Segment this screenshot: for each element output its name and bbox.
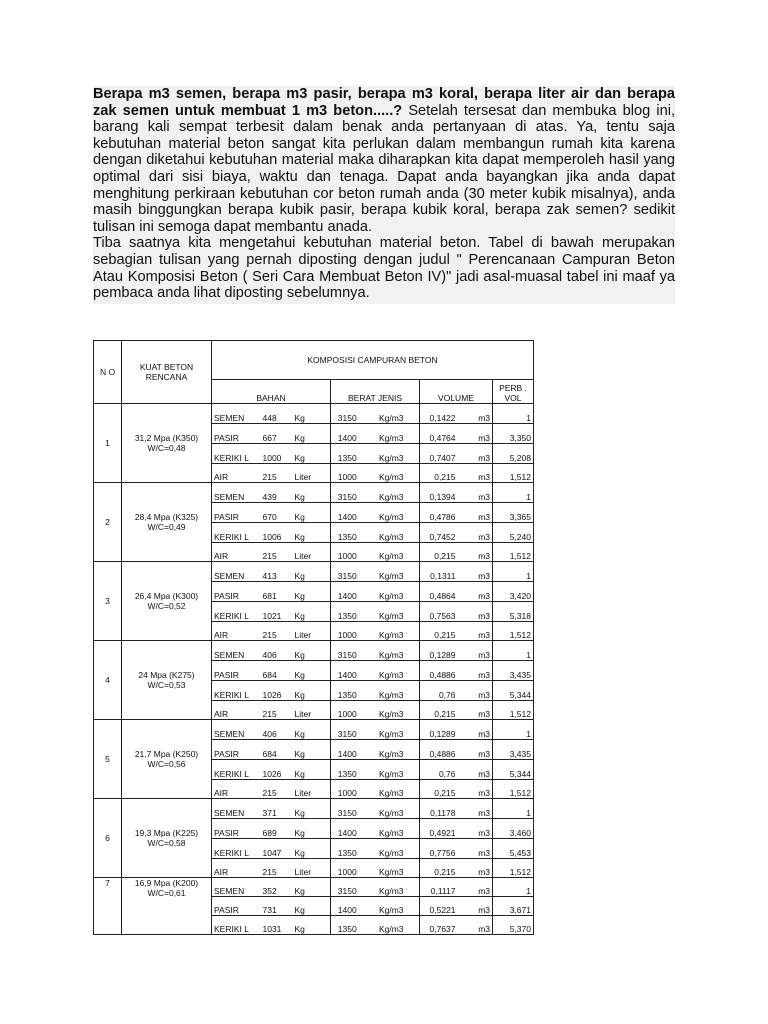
volume-unit: m3	[458, 424, 493, 444]
material-name: PASIR	[212, 503, 261, 523]
material-unit: Kg	[293, 878, 331, 897]
volume-value: 0,1289	[420, 720, 458, 740]
volume-value: 0,1422	[420, 404, 458, 424]
volume-ratio: 3,435	[493, 740, 534, 760]
material-name: SEMEN	[212, 720, 261, 740]
specific-gravity-unit: Kg/m3	[364, 464, 420, 483]
specific-gravity-unit: Kg/m3	[364, 897, 420, 916]
material-quantity: 1026	[261, 760, 293, 780]
volume-unit: m3	[458, 839, 493, 859]
volume-value: 0,7452	[420, 523, 458, 543]
row-number: 3	[94, 562, 122, 641]
material-name: AIR	[212, 622, 261, 641]
specific-gravity-unit: Kg/m3	[364, 681, 420, 701]
volume-value: 0,76	[420, 760, 458, 780]
material-quantity: 215	[261, 543, 293, 562]
volume-ratio: 1,512	[493, 622, 534, 641]
material-quantity: 689	[261, 819, 293, 839]
material-unit: Kg	[293, 839, 331, 859]
table-row	[94, 562, 534, 582]
material-quantity: 681	[261, 582, 293, 602]
material-name: KERIKI L	[212, 839, 261, 859]
row-number: 7	[94, 878, 122, 935]
volume-value: 0,4886	[420, 661, 458, 681]
volume-unit: m3	[458, 760, 493, 780]
volume-ratio: 1	[493, 483, 534, 503]
volume-value: 0,7637	[420, 916, 458, 935]
material-quantity: 667	[261, 424, 293, 444]
material-quantity: 215	[261, 780, 293, 799]
volume-unit: m3	[458, 878, 493, 897]
specific-gravity: 3150	[331, 799, 364, 819]
material-unit: Liter	[293, 701, 331, 720]
specific-gravity-unit: Kg/m3	[364, 740, 420, 760]
specific-gravity-unit: Kg/m3	[364, 543, 420, 562]
specific-gravity-unit: Kg/m3	[364, 878, 420, 897]
volume-value: 0,4764	[420, 424, 458, 444]
specific-gravity: 3150	[331, 720, 364, 740]
specific-gravity-unit: Kg/m3	[364, 622, 420, 641]
header-komposisi: KOMPOSISI CAMPURAN BETON	[212, 341, 534, 380]
header-perb-vol: PERB . VOL	[493, 380, 534, 404]
volume-unit: m3	[458, 404, 493, 424]
strength-cell	[122, 878, 212, 935]
volume-unit: m3	[458, 602, 493, 622]
volume-value: 0,1289	[420, 641, 458, 661]
volume-ratio: 3,671	[493, 897, 534, 916]
specific-gravity: 1400	[331, 582, 364, 602]
volume-value: 0,4921	[420, 819, 458, 839]
volume-unit: m3	[458, 681, 493, 701]
strength-value: 19,3 Mpa (K225)	[134, 828, 199, 838]
material-quantity: 215	[261, 701, 293, 720]
volume-unit: m3	[458, 740, 493, 760]
specific-gravity: 1000	[331, 859, 364, 878]
volume-value: 0,215	[420, 701, 458, 720]
material-name: PASIR	[212, 740, 261, 760]
specific-gravity-unit: Kg/m3	[364, 916, 420, 935]
volume-ratio: 3,420	[493, 582, 534, 602]
material-quantity: 413	[261, 562, 293, 582]
volume-value: 0,4786	[420, 503, 458, 523]
material-unit: Kg	[293, 483, 331, 503]
specific-gravity-unit: Kg/m3	[364, 780, 420, 799]
volume-value: 0,215	[420, 464, 458, 483]
specific-gravity: 3150	[331, 483, 364, 503]
material-quantity: 371	[261, 799, 293, 819]
material-unit: Kg	[293, 602, 331, 622]
volume-value: 0,215	[420, 859, 458, 878]
material-name: SEMEN	[212, 799, 261, 819]
strength-cell	[122, 641, 212, 720]
strength-cell	[122, 404, 212, 483]
material-unit: Kg	[293, 760, 331, 780]
volume-ratio: 5,318	[493, 602, 534, 622]
volume-unit: m3	[458, 701, 493, 720]
specific-gravity: 1400	[331, 897, 364, 916]
volume-ratio: 1,512	[493, 780, 534, 799]
strength-value: 26,4 Mpa (K300)	[134, 591, 199, 601]
material-unit: Kg	[293, 799, 331, 819]
material-name: SEMEN	[212, 404, 261, 424]
material-unit: Kg	[293, 661, 331, 681]
material-name: AIR	[212, 701, 261, 720]
row-number: 5	[94, 720, 122, 799]
volume-ratio: 3,350	[493, 424, 534, 444]
specific-gravity: 1400	[331, 740, 364, 760]
table-row	[94, 799, 534, 819]
material-unit: Kg	[293, 523, 331, 543]
volume-unit: m3	[458, 780, 493, 799]
volume-value: 0,76	[420, 681, 458, 701]
strength-cell	[122, 483, 212, 562]
material-quantity: 670	[261, 503, 293, 523]
volume-unit: m3	[458, 819, 493, 839]
water-cement-ratio: W/C=0,53	[147, 680, 186, 690]
material-unit: Liter	[293, 780, 331, 799]
volume-ratio: 1	[493, 878, 534, 897]
header-no: N O	[94, 341, 122, 404]
volume-ratio: 1	[493, 799, 534, 819]
material-unit: Kg	[293, 582, 331, 602]
table-row	[94, 720, 534, 740]
material-unit: Kg	[293, 819, 331, 839]
material-unit: Liter	[293, 464, 331, 483]
material-name: PASIR	[212, 661, 261, 681]
material-unit: Kg	[293, 740, 331, 760]
volume-unit: m3	[458, 523, 493, 543]
specific-gravity-unit: Kg/m3	[364, 503, 420, 523]
material-name: AIR	[212, 543, 261, 562]
volume-value: 0,7756	[420, 839, 458, 859]
volume-unit: m3	[458, 622, 493, 641]
water-cement-ratio: W/C=0,56	[147, 759, 186, 769]
water-cement-ratio: W/C=0,58	[147, 838, 186, 848]
material-name: KERIKI L	[212, 760, 261, 780]
material-unit: Kg	[293, 404, 331, 424]
volume-ratio: 1,512	[493, 859, 534, 878]
material-name: SEMEN	[212, 878, 261, 897]
material-unit: Kg	[293, 424, 331, 444]
specific-gravity: 1350	[331, 444, 364, 464]
volume-unit: m3	[458, 503, 493, 523]
specific-gravity: 1000	[331, 464, 364, 483]
material-quantity: 448	[261, 404, 293, 424]
material-name: AIR	[212, 780, 261, 799]
specific-gravity: 1350	[331, 681, 364, 701]
material-name: KERIKI L	[212, 681, 261, 701]
material-unit: Kg	[293, 562, 331, 582]
volume-unit: m3	[458, 483, 493, 503]
material-quantity: 215	[261, 464, 293, 483]
header-row-1	[94, 341, 534, 380]
water-cement-ratio: W/C=0,49	[147, 522, 186, 532]
volume-value: 0,215	[420, 543, 458, 562]
material-name: AIR	[212, 464, 261, 483]
volume-value: 0,7563	[420, 602, 458, 622]
material-unit: Liter	[293, 859, 331, 878]
volume-value: 0,1394	[420, 483, 458, 503]
row-number: 1	[94, 404, 122, 483]
material-unit: Kg	[293, 897, 331, 916]
volume-ratio: 1	[493, 562, 534, 582]
specific-gravity-unit: Kg/m3	[364, 839, 420, 859]
specific-gravity: 3150	[331, 641, 364, 661]
specific-gravity-unit: Kg/m3	[364, 483, 420, 503]
water-cement-ratio: W/C=0,61	[147, 888, 186, 898]
intro-paragraph-2: Tiba saatnya kita mengetahui kebutuhan material beton. Tabel di bawah merupakan sebagian tulisan yang pernah diposting dengan judul " Perencanaan Campuran Beton Atau Komposisi Beton ( Seri Cara Membuat Beton IV)" jadi asal-muasal tabel ini maaf ya pembaca anda lihat diposting sebelumnya.	[93, 235, 675, 302]
specific-gravity-unit: Kg/m3	[364, 523, 420, 543]
specific-gravity-unit: Kg/m3	[364, 799, 420, 819]
specific-gravity-unit: Kg/m3	[364, 424, 420, 444]
header-volume: VOLUME	[420, 380, 493, 404]
volume-unit: m3	[458, 916, 493, 935]
strength-value: 21,7 Mpa (K250)	[134, 749, 199, 759]
material-name: SEMEN	[212, 562, 261, 582]
strength-value: 28,4 Mpa (K325)	[134, 512, 199, 522]
material-quantity: 439	[261, 483, 293, 503]
material-name: PASIR	[212, 819, 261, 839]
material-quantity: 406	[261, 720, 293, 740]
material-quantity: 215	[261, 859, 293, 878]
header-berat-jenis: BERAT JENIS	[331, 380, 420, 404]
material-quantity: 1006	[261, 523, 293, 543]
specific-gravity-unit: Kg/m3	[364, 562, 420, 582]
specific-gravity: 3150	[331, 878, 364, 897]
volume-unit: m3	[458, 661, 493, 681]
material-name: PASIR	[212, 424, 261, 444]
specific-gravity: 1400	[331, 819, 364, 839]
strength-value: 24 Mpa (K275)	[138, 670, 195, 680]
volume-ratio: 5,370	[493, 916, 534, 935]
material-quantity: 1047	[261, 839, 293, 859]
strength-value: 16,9 Mpa (K200)	[134, 878, 199, 888]
intro-text-block	[93, 86, 675, 304]
specific-gravity: 1350	[331, 602, 364, 622]
volume-value: 0,7407	[420, 444, 458, 464]
table-row	[94, 404, 534, 424]
material-quantity: 352	[261, 878, 293, 897]
volume-ratio: 5,344	[493, 760, 534, 780]
volume-ratio: 1,512	[493, 701, 534, 720]
specific-gravity-unit: Kg/m3	[364, 661, 420, 681]
volume-unit: m3	[458, 464, 493, 483]
material-unit: Kg	[293, 503, 331, 523]
specific-gravity: 1400	[331, 503, 364, 523]
material-quantity: 684	[261, 740, 293, 760]
table-row	[94, 878, 534, 897]
material-unit: Liter	[293, 622, 331, 641]
volume-ratio: 5,344	[493, 681, 534, 701]
volume-ratio: 3,435	[493, 661, 534, 681]
material-unit: Liter	[293, 543, 331, 562]
volume-unit: m3	[458, 641, 493, 661]
row-number: 4	[94, 641, 122, 720]
material-quantity: 1031	[261, 916, 293, 935]
intro-paragraph-1	[93, 86, 675, 235]
strength-cell	[122, 562, 212, 641]
volume-unit: m3	[458, 582, 493, 602]
volume-unit: m3	[458, 562, 493, 582]
specific-gravity-unit: Kg/m3	[364, 404, 420, 424]
material-quantity: 1000	[261, 444, 293, 464]
strength-value: 31,2 Mpa (K350)	[134, 433, 199, 443]
concrete-mix-table	[93, 340, 534, 935]
material-unit: Kg	[293, 444, 331, 464]
specific-gravity-unit: Kg/m3	[364, 720, 420, 740]
volume-value: 0,1178	[420, 799, 458, 819]
volume-ratio: 1	[493, 641, 534, 661]
row-number: 6	[94, 799, 122, 878]
volume-ratio: 3,460	[493, 819, 534, 839]
volume-ratio: 3,365	[493, 503, 534, 523]
volume-ratio: 5,240	[493, 523, 534, 543]
material-name: SEMEN	[212, 641, 261, 661]
material-quantity: 731	[261, 897, 293, 916]
material-unit: Kg	[293, 720, 331, 740]
material-quantity: 684	[261, 661, 293, 681]
specific-gravity: 1400	[331, 424, 364, 444]
material-unit: Kg	[293, 641, 331, 661]
volume-ratio: 1	[493, 720, 534, 740]
specific-gravity: 1350	[331, 839, 364, 859]
header-bahan: BAHAN	[212, 380, 331, 404]
intro-lead-question: Berapa m3 semen, berapa m3 pasir, berapa m3 koral, berapa liter air dan berapa zak semen untuk membuat 1 m3 beton.....?	[93, 86, 675, 119]
volume-value: 0,4886	[420, 740, 458, 760]
specific-gravity: 1000	[331, 701, 364, 720]
specific-gravity-unit: Kg/m3	[364, 859, 420, 878]
material-name: AIR	[212, 859, 261, 878]
volume-ratio: 1,512	[493, 543, 534, 562]
water-cement-ratio: W/C=0,52	[147, 601, 186, 611]
strength-cell	[122, 799, 212, 878]
intro-body-text: Setelah tersesat dan membuka blog ini, barang kali sempat terbesit dalam benak anda pertanyaan di atas. Ya, tentu saja kebutuhan material beton sangat kita perlukan dalam membangun rumah kita karena dengan diketahui kebutuhan material maka diharapkan kita dapat memperoleh hasil yang optimal dari sisi biaya, waktu dan tenaga. Dapat anda bayangkan jika anda dapat menghitung perkiraan kebutuhan cor beton rumah anda (30 meter kubik misalnya), anda masih binggungkan berapa kubik pasir, berapa kubik koral, berapa zak semen? sedikit tulisan ini semoga dapat membantu anada.	[93, 102, 675, 235]
volume-value: 0,1117	[420, 878, 458, 897]
specific-gravity: 1400	[331, 661, 364, 681]
specific-gravity: 1000	[331, 622, 364, 641]
specific-gravity-unit: Kg/m3	[364, 582, 420, 602]
specific-gravity-unit: Kg/m3	[364, 444, 420, 464]
volume-unit: m3	[458, 799, 493, 819]
material-name: KERIKI L	[212, 444, 261, 464]
volume-value: 0,1311	[420, 562, 458, 582]
specific-gravity: 3150	[331, 404, 364, 424]
strength-cell	[122, 720, 212, 799]
specific-gravity-unit: Kg/m3	[364, 602, 420, 622]
volume-value: 0,215	[420, 622, 458, 641]
specific-gravity: 1350	[331, 760, 364, 780]
specific-gravity-unit: Kg/m3	[364, 819, 420, 839]
volume-ratio: 1,512	[493, 464, 534, 483]
table-row	[94, 641, 534, 661]
specific-gravity-unit: Kg/m3	[364, 641, 420, 661]
material-name: PASIR	[212, 582, 261, 602]
material-name: KERIKI L	[212, 523, 261, 543]
material-unit: Kg	[293, 916, 331, 935]
water-cement-ratio: W/C=0,48	[147, 443, 186, 453]
volume-unit: m3	[458, 720, 493, 740]
material-name: PASIR	[212, 897, 261, 916]
specific-gravity: 1350	[331, 916, 364, 935]
material-quantity: 406	[261, 641, 293, 661]
volume-value: 0,215	[420, 780, 458, 799]
header-kuat-beton: KUAT BETON RENCANA	[122, 341, 212, 404]
volume-ratio: 5,208	[493, 444, 534, 464]
material-name: KERIKI L	[212, 916, 261, 935]
volume-unit: m3	[458, 444, 493, 464]
volume-value: 0,5221	[420, 897, 458, 916]
specific-gravity-unit: Kg/m3	[364, 760, 420, 780]
material-quantity: 1026	[261, 681, 293, 701]
table-row	[94, 483, 534, 503]
specific-gravity: 3150	[331, 562, 364, 582]
material-quantity: 215	[261, 622, 293, 641]
specific-gravity: 1000	[331, 780, 364, 799]
volume-ratio: 5,453	[493, 839, 534, 859]
material-quantity: 1021	[261, 602, 293, 622]
volume-ratio: 1	[493, 404, 534, 424]
volume-unit: m3	[458, 543, 493, 562]
volume-unit: m3	[458, 859, 493, 878]
specific-gravity: 1000	[331, 543, 364, 562]
row-number: 2	[94, 483, 122, 562]
material-name: SEMEN	[212, 483, 261, 503]
volume-unit: m3	[458, 897, 493, 916]
material-name: KERIKI L	[212, 602, 261, 622]
volume-value: 0,4864	[420, 582, 458, 602]
specific-gravity-unit: Kg/m3	[364, 701, 420, 720]
specific-gravity: 1350	[331, 523, 364, 543]
material-unit: Kg	[293, 681, 331, 701]
